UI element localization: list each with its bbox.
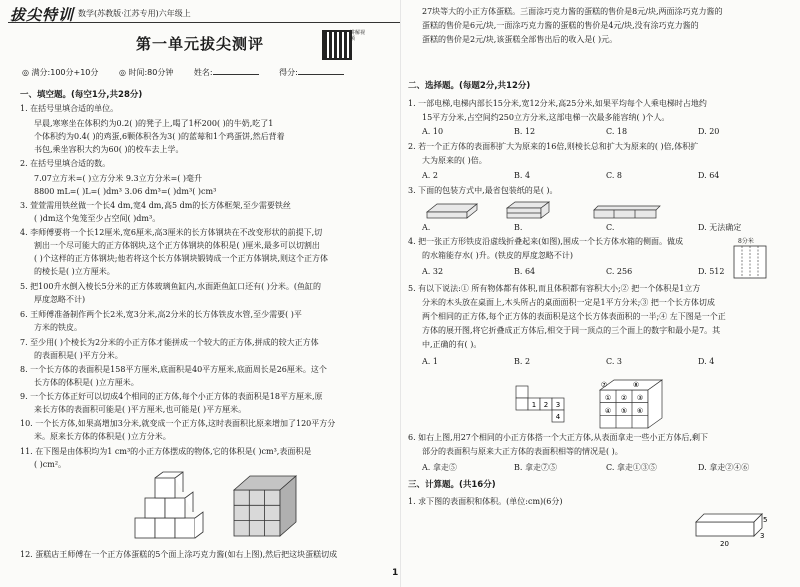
question-line: 6. 王师傅准备制作两个长2米,宽3分米,高2分米的长方体铁皮水管,至少需要( )平 [20,310,302,319]
question-line: 5. 把100升水倒入棱长5分米的正方体玻璃鱼缸内,水面距鱼缸口还有( )分米。(鱼缸的 [20,282,321,291]
question-line: 方体的展开图,将它折叠成正方体后,相交于同一顶点的三个面上的数字和最小是7。其 [422,326,721,335]
question-line: 大为原来的( )倍。 [422,156,487,165]
svg-text:⑧: ⑧ [632,381,640,389]
folded-sheet-figure [732,244,768,280]
package-option-b [505,198,555,222]
answer-option[interactable]: B. 2 [514,357,531,366]
answer-option[interactable]: A. 32 [422,267,444,276]
question-line: 5. 有以下说法:① 所有物体都有体积,而且体积都有容积大小;② 把一个体积是1立方 [408,284,701,293]
question-line: 书包,乘坐容积大约为60( )的校车去上学。 [34,145,184,154]
net-number: 3 [555,401,561,409]
sheet-size-label: 8分米 [738,238,754,245]
question-line: 12. 蛋糕店王师傅在一个正方体蛋糕的5个面上涂巧克力酱(如右上图),然后把这块蛋糕切成 [20,550,338,559]
answer-option[interactable]: A. [422,223,431,232]
question-line: 分米的木头放在桌面上,木头所占的桌面面积一定是1平方分米;③ 把一个长方体切成 [422,298,715,307]
question-line: ( )dm这个兔笼至少占空间( )dm³。 [34,214,161,223]
svg-text:⑥: ⑥ [636,407,644,415]
question-line: 2. 在括号里填合适的数。 [20,159,111,168]
qr-code-icon[interactable] [322,30,352,60]
question-line: 1. 在括号里填合适的单位。 [20,104,119,113]
question-line: 1. 求下图的表面积和体积。(单位:cm)(6分) [408,497,563,506]
net-number: 2 [543,401,549,409]
column-divider [400,0,401,587]
answer-option[interactable]: D. 拿走②④⑥ [698,463,750,472]
score-field[interactable]: 得分: [279,68,344,77]
question-line: 蛋糕的售价是6元/块,一面涂巧克力酱的蛋糕的售价是4元/块,没有涂巧克力酱的 [422,21,699,30]
cake-cube-figure [230,470,300,542]
question-line: 早晨,寒寒坐在体积约为0.2( )的凳子上,喝了1杯200( )的牛奶,吃了1 [34,119,274,128]
question-line: 9. 一个长方体正好可以切成4个相同的正方体,每个小正方体的表面积是18平方厘米,原 [20,392,323,401]
question-line: 8800 mL=( )L=( )dm³ 3.06 dm³=( )dm³( )cm³ [34,187,217,196]
answer-option[interactable]: C. 256 [606,267,633,276]
brand-logo: 拔尖特训 [10,6,75,24]
answer-option[interactable]: B. 拿走⑦⑤ [514,463,557,472]
package-option-a [425,200,480,222]
test-info [22,66,362,78]
answer-option[interactable]: A. 1 [422,357,438,366]
question-line: 10. 一个长方体,如果高增加3分米,就变成一个正方体,这时表面积比原来增加了120平方分 [20,419,336,428]
header-rule [8,22,400,23]
answer-option[interactable]: B. [514,223,523,232]
name-field[interactable]: 姓名: [194,68,259,77]
svg-text:20: 20 [720,540,729,548]
page-number: 1 [392,568,399,578]
answer-option[interactable]: B. 64 [514,267,536,276]
question-line: 的表面积是( )平方分米。 [34,351,123,360]
question-line: 1. 一部电梯,电梯内部长15分米,宽12分米,高25分米,如果平均每个人乘电梯时占地约 [408,99,707,108]
question-line: 2. 若一个正方体的表面积扩大为原来的16倍,则棱长总和扩大为原来的( )倍,体积扩 [408,142,699,151]
question-line: 8. 一个长方体的表面积是158平方厘米,底面积是40平方厘米,底面周长是26厘米。这个 [20,365,327,374]
answer-options [422,126,790,137]
question-line: 长方体的体积是( )立方厘米。 [34,378,139,387]
question-line: 两个相同的正方体,每个正方体的表面积是这个长方体表面积的一半;④ 左下图是一个正 [422,312,726,321]
question-line: 27块等大的小正方体蛋糕。三面涂巧克力酱的蛋糕的售价是8元/块,两面涂巧克力酱的 [422,7,723,16]
answer-options [422,462,790,473]
question-line: 15平方分米,占空间约250立方分米,这部电梯一次最多能容纳( )个人。 [422,113,670,122]
answer-option[interactable]: D. 4 [698,357,715,366]
cuboid-figure [690,508,780,550]
full-score: ◎ 满分:100分+10分 [22,68,99,77]
svg-text:③: ③ [636,394,644,402]
answer-option[interactable]: D. 64 [698,171,720,180]
question-line: 个体积约为0.4( )的鸡蛋,6颗体积各为3( )的蓝莓和1个鸡蛋饼,然后背着 [34,132,285,141]
net-number: 4 [555,413,561,421]
answer-option[interactable]: A. 拿走⑤ [422,463,457,472]
question-line: 4. 把一张正方形铁皮沿虚线折叠起来(如图),围成一个长方体水箱的侧面。做成 [408,237,683,246]
question-line: 4. 李师傅要将一个长12厘米,宽6厘米,高3厘米的长方体钢块在不改变形状的前提下,切 [20,228,323,237]
answer-option[interactable]: C. 3 [606,357,623,366]
answer-option[interactable]: C. [606,223,615,232]
question-line: 来长方体的表面积可能是( )平方厘米,也可能是( )平方厘米。 [34,405,247,414]
svg-text:5: 5 [763,516,768,524]
question-line: 厚度忽略不计) [34,295,86,304]
question-line: 米。原来长方体的体积是( )立方分米。 [34,432,171,441]
time-limit: ◎ 时间:80分钟 [118,68,174,77]
svg-text:②: ② [620,394,628,402]
answer-option[interactable]: B. 12 [514,127,536,136]
answer-options [422,170,790,181]
question-line: 部分的表面积与原来大正方体的表面积相等的情况是( )。 [422,447,623,456]
section-heading: 一、填空题。(每空1分,共28分) [20,90,143,100]
answer-option[interactable]: A. 10 [422,127,444,136]
section-heading: 三、计算题。(共16分) [408,480,496,490]
svg-text:3: 3 [760,532,765,540]
net-number: 1 [531,401,537,409]
question-line: 3. 下面的包装方式中,最省包装纸的是( )。 [408,186,558,195]
question-line: 的棱长是( )立方厘米。 [34,267,115,276]
question-line: ( )cm²。 [34,460,67,469]
answer-options [422,356,790,367]
question-line: ( )个这样的正方体钢块;他若将这个长方体钢块锻铸成一个正方体钢块,则这个正方体 [34,254,329,263]
answer-option[interactable]: C. 拿走①③⑤ [606,463,657,472]
question-line: 割出一个尽可能大的正方体钢块,这个正方体钢块的体积是( )厘米,最多可以切割出 [34,241,320,250]
answer-option[interactable]: D. 20 [698,127,720,136]
svg-text:④: ④ [604,407,612,415]
answer-option[interactable]: D. 无法确定 [698,223,742,232]
subject-label: 数学(苏教版·江苏专用)六年级上 [78,9,191,18]
answer-option[interactable]: C. 8 [606,171,623,180]
qr-label: 讲解视频 [350,30,366,42]
answer-option[interactable]: B. 4 [514,171,531,180]
question-line: 的水箱能存水( )升。(铁皮的厚度忽略不计) [422,251,574,260]
package-option-c [592,204,662,220]
section-heading: 二、选择题。(每题2分,共12分) [408,81,531,91]
question-line: 蛋糕的售价是2元/块,该蛋糕全部售出后的收入是( )元。 [422,35,618,44]
page-title: 第一单元拔尖测评 [135,35,264,53]
svg-text:①: ① [604,394,612,402]
answer-options [422,222,790,233]
question-line: 7.07立方米=( )立方分米 9.3立方分米=( )毫升 [34,174,203,183]
answer-option[interactable]: C. 18 [606,127,628,136]
answer-option[interactable]: D. 512 [698,267,725,276]
question-line: 11. 在下图是由体积均为1 cm³的小正方体摆成的物体,它的体积是( )cm³,表面积是 [20,447,312,456]
cube-net-figure [512,382,572,428]
question-line: 6. 如右上图,用27个相同的小正方体搭一个大正方体,从表面拿走一些小正方体后,剩下 [408,433,708,442]
question-line: 3. 萱萱需用铁丝做一个长4 dm,宽4 dm,高5 dm的长方体框架,至少需要铁丝 [20,201,291,210]
question-line: 7. 至少用( )个棱长为2分米的小正方体才能拼成一个较大的正方体,拼成的较大正方体 [20,338,319,347]
svg-text:⑤: ⑤ [620,407,628,415]
question-line: 中,正确的有( )。 [422,340,482,349]
numbered-cube-figure [596,376,668,432]
svg-text:⑦: ⑦ [600,381,608,389]
answer-option[interactable]: A. 2 [422,171,438,180]
question-line: 方米的铁皮。 [34,323,82,332]
stacked-cubes-figure [130,470,220,542]
